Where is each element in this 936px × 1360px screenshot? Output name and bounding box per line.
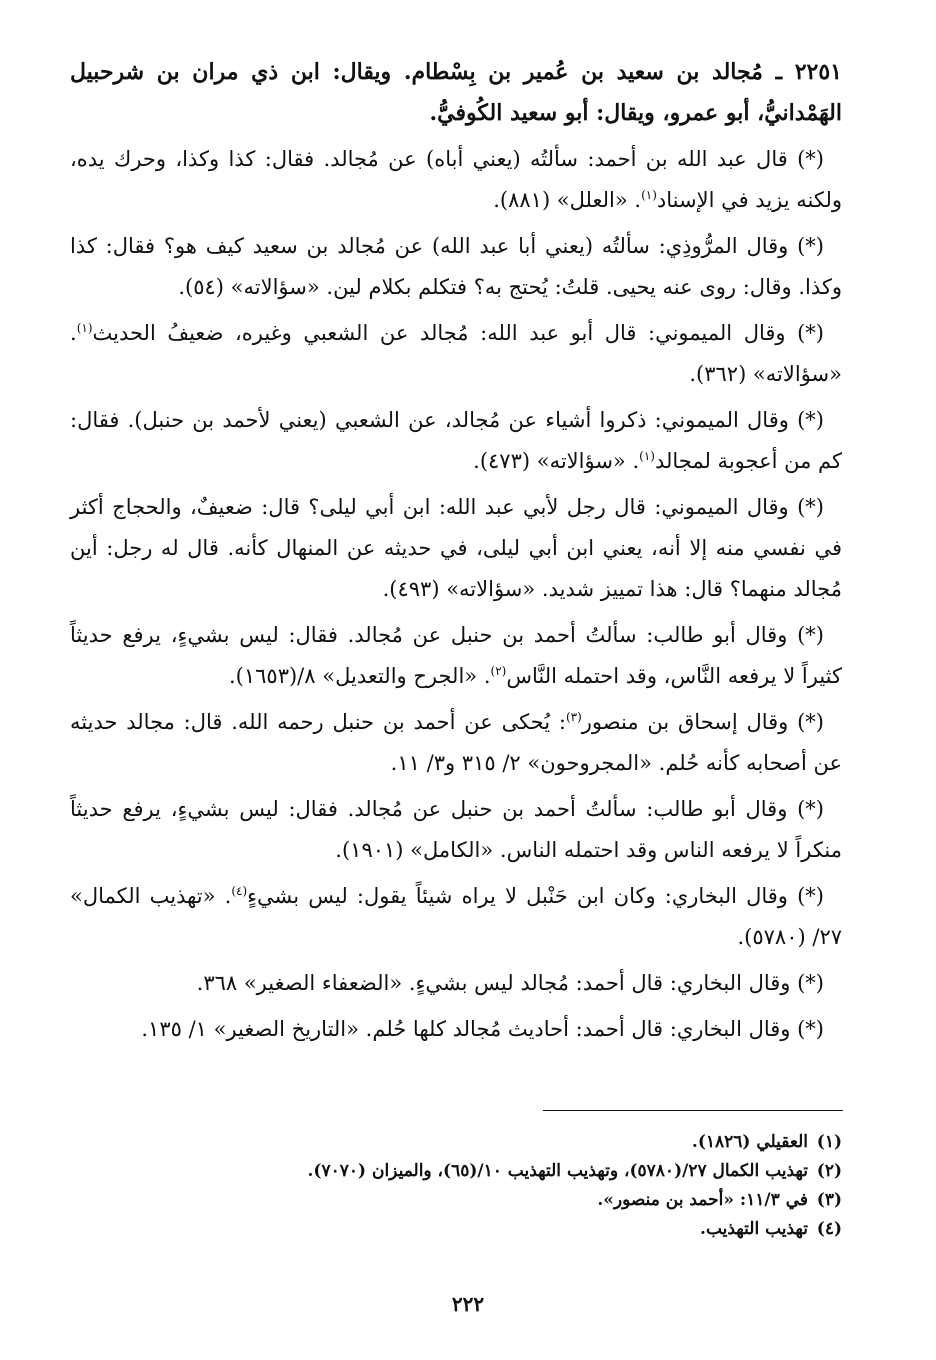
- paragraph-7: [70, 702, 842, 784]
- footnote-text: تهذيب الكمال ٢٧/(٥٧٨٠)، وتهذيب التهذيب ١٠/(٦٥)، والميزان (٧٠٧٠).: [307, 1161, 808, 1181]
- footnote-number: (٢): [816, 1161, 842, 1181]
- footnote-ref: (٣): [565, 710, 582, 724]
- paragraph-1-text: (*) قال عبد الله بن أحمد: سألتُه (يعني أباه) عن مُجالد. فقال: كذا وكذا، وحرك يده، ولكنه يزيد في الإسناد: [70, 147, 842, 212]
- paragraph-9-citation: . «تهذيب الكمال» ٢٧/ (٥٧٨٠).: [70, 884, 842, 949]
- paragraph-4-citation: . «سؤالاته» (٤٧٣).: [473, 449, 640, 473]
- paragraph-9-text: (*) وقال البخاري: وكان ابن حَنْبل لا يراه شيئاً يقول: ليس بشيءٍ: [247, 884, 824, 908]
- footnote-2: [82, 1157, 842, 1186]
- paragraph-6-citation: . «الجرح والتعديل» ٨/(١٦٥٣).: [228, 664, 491, 688]
- paragraph-8: [70, 789, 842, 871]
- footnote-text: العقيلي (١٨٢٦).: [691, 1132, 808, 1152]
- paragraph-5: [70, 487, 842, 610]
- footnote-number: (٤): [816, 1219, 842, 1239]
- paragraph-6-text: (*) وقال أبو طالب: سألتُ أحمد بن حنبل عن مُجالد. فقال: ليس بشيءٍ، يرفع حديثاً كثيراً لا يرفعه النَّاس، وقد احتمله النَّاس: [70, 623, 842, 688]
- paragraph-2-text: (*) وقال المرُّوذِي: سألتُه (يعني أبا عبد الله) عن مُجالد بن سعيد كيف هو؟ فقال: كذا وكذا. وقال: روى عنه يحيى. قلتُ: يُحتج به؟ فتكلم بكلام لين. «سؤالاته» (٥٤).: [70, 234, 842, 299]
- footnote-divider: [543, 1110, 843, 1111]
- paragraph-8-text: (*) وقال أبو طالب: سألتُ أحمد بن حنبل عن مُجالد. فقال: ليس بشيءٍ، يرفع حديثاً منكراً لا يرفعه الناس وقد احتمله الناس. «الكامل» (١٩٠١).: [70, 797, 842, 862]
- footnotes: [82, 1128, 842, 1244]
- footnote-number: (٣): [816, 1190, 842, 1210]
- entry-title: ٢٢٥١ ـ مُجالد بن سعيد بن عُمير بن بِسْطام. ويقال: ابن ذي مران بن شرحبيل الهَمْدانيُّ، أبو عمرو، ويقال: أبو سعيد الكُوفيُّ.: [70, 59, 842, 126]
- footnote-ref: (١): [76, 321, 93, 335]
- footnote-ref: (٢): [490, 664, 507, 678]
- paragraph-1: [70, 139, 842, 221]
- paragraph-11: [70, 1009, 842, 1050]
- footnote-number: (١): [816, 1132, 842, 1152]
- footnote-text: تهذيب التهذيب.: [700, 1219, 808, 1239]
- page-body: [70, 52, 842, 1055]
- footnote-text: في ١١/٣: «أحمد بن منصور».: [597, 1190, 808, 1210]
- footnote-4: [82, 1215, 842, 1244]
- footnote-3: [82, 1186, 842, 1215]
- paragraph-10: [70, 963, 842, 1004]
- paragraph-4-text: (*) وقال الميموني: ذكروا أشياء عن مُجالد، عن الشعبي (يعني لأحمد بن حنبل). فقال: كم من أعجوبة لمجالد: [70, 408, 842, 473]
- paragraph-7-text: (*) وقال إسحاق بن منصور: [581, 710, 824, 734]
- paragraph-2: [70, 226, 842, 308]
- footnote-ref: (١): [639, 449, 655, 463]
- footnote-1: [82, 1128, 842, 1157]
- paragraph-4: [70, 400, 842, 482]
- page-number: ٢٢٢: [451, 1292, 485, 1316]
- paragraph-11-text: (*) وقال البخاري: قال أحمد: أحاديث مُجالد كلها حُلم. «التاريخ الصغير» ١/ ١٣٥.: [141, 1017, 824, 1041]
- paragraph-9: [70, 876, 842, 958]
- footnote-ref: (٤): [231, 884, 248, 898]
- paragraph-1-citation: . «العلل» (٨٨١).: [493, 188, 642, 212]
- footnote-ref: (١): [641, 188, 657, 202]
- paragraph-3-text: (*) وقال الميموني: قال أبو عبد الله: مُجالد عن الشعبي وغيره، ضعيفُ الحديث: [92, 321, 824, 345]
- paragraph-7-citation: : يُحكى عن أحمد بن حنبل رحمه الله. قال: مجالد حديثه عن أصحابه كأنه حُلم. «المجروحون» ٢/ ٣١٥ و٣/ ١١.: [70, 710, 842, 775]
- paragraph-6: [70, 615, 842, 697]
- paragraph-5-text: (*) وقال الميموني: قال رجل لأبي عبد الله: ابن أبي ليلى؟ قال: ضعيفٌ، والحجاج أكثر في نفسي منه إلا أنه، يعني ابن أبي ليلى، في حديثه عن المنهال كأنه. قال له رجل: أين مُجالد منهما؟ قال: هذا تمييز شديد. «سؤالاته» (٤٩٣).: [70, 495, 842, 601]
- paragraph-3-citation: . «سؤالاته» (٣٦٢).: [70, 321, 842, 386]
- paragraph-10-text: (*) وقال البخاري: قال أحمد: مُجالد ليس بشيءٍ. «الضعفاء الصغير» ٣٦٨.: [196, 971, 824, 995]
- paragraph-3: [70, 313, 842, 395]
